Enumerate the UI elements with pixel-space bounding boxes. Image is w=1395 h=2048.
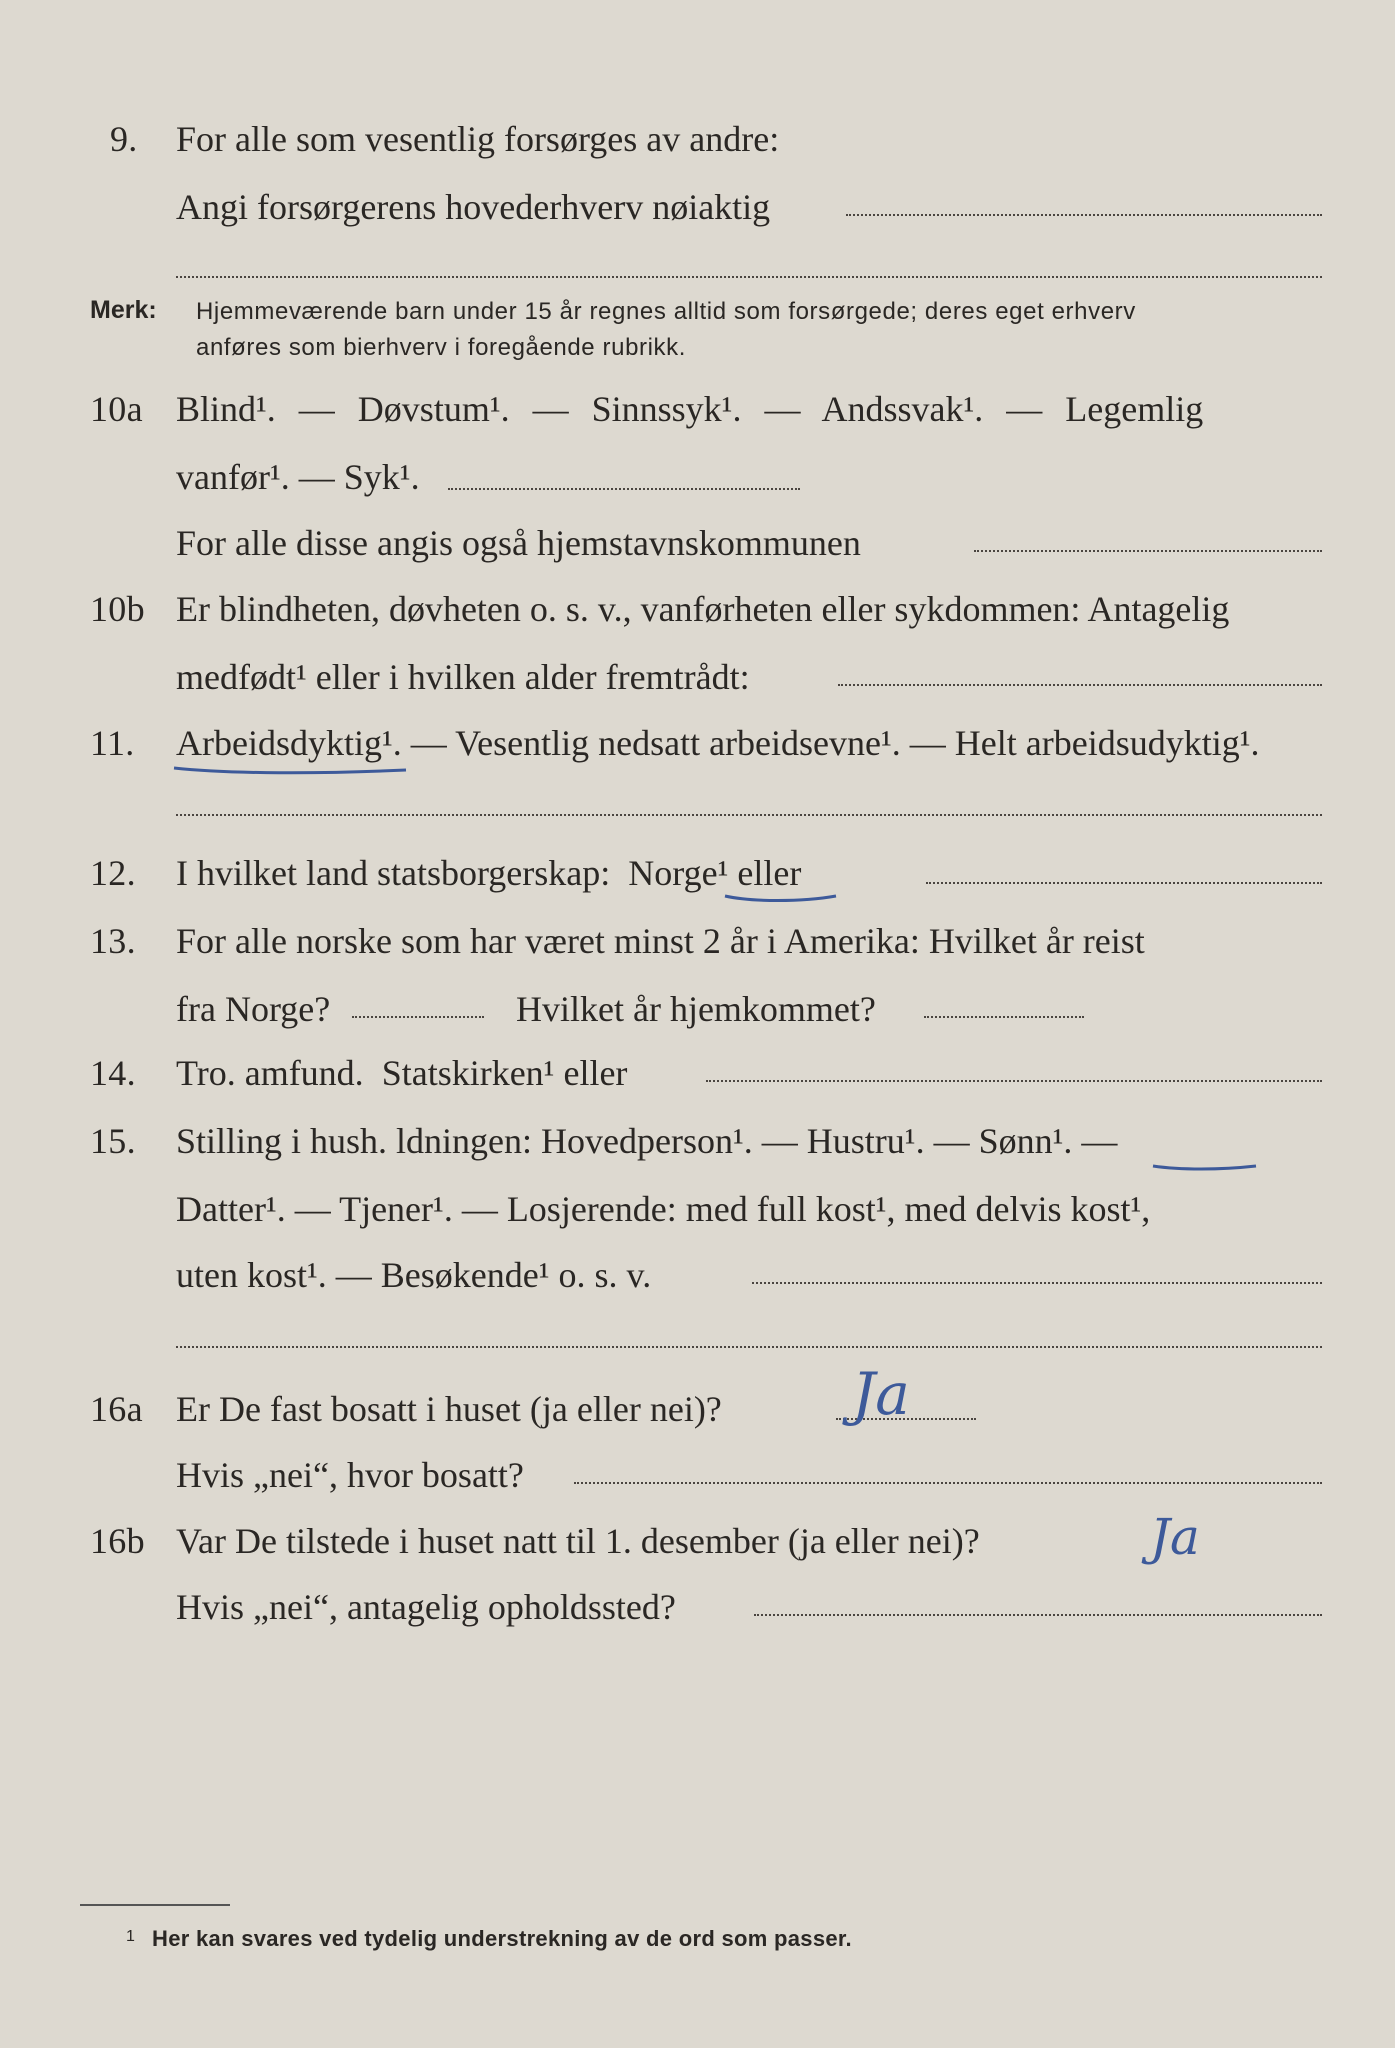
q16a-number: 16a: [90, 1389, 143, 1429]
q16a-handwritten-answer[interactable]: Ja: [852, 1360, 910, 1428]
q10a-line-2: vanfør¹. — Syk¹.: [176, 457, 420, 497]
q10a-answer-line[interactable]: [448, 488, 800, 490]
q12-pre: I hvilket land statsborgerskap:: [176, 853, 611, 893]
q15-line-2: Datter¹. — Tjener¹. — Losjerende: med full kost¹, med delvis kost¹,: [176, 1189, 1151, 1229]
q16a-where-line[interactable]: [574, 1482, 1322, 1484]
q10a-number: 10a: [90, 389, 143, 429]
q12-answer-line[interactable]: [926, 882, 1322, 884]
q11-number: 11.: [90, 723, 135, 763]
q16b-where-line[interactable]: [754, 1614, 1322, 1616]
q11-text: [176, 722, 1260, 764]
footnote-mark: 1: [126, 1928, 135, 1945]
q14-post: ¹ eller: [543, 1053, 628, 1093]
q9-sub: Angi forsørgerens hovederhverv nøiaktig: [176, 187, 771, 227]
footnote-text: Her kan svares ved tydelig understrekning av de ord som passer.: [152, 1926, 852, 1951]
q13-number: 13.: [90, 921, 136, 961]
q15-line-1b: ¹. —: [1052, 1121, 1118, 1161]
q14-number: 14.: [90, 1053, 136, 1093]
q9-number: 9.: [110, 119, 138, 159]
q9-text: For alle som vesentlig forsørges av andre:: [176, 119, 780, 159]
q16b-handwritten-answer[interactable]: Ja: [1150, 1508, 1200, 1566]
merk-label: Merk:: [90, 296, 157, 324]
q15-number: 15.: [90, 1121, 136, 1161]
q11-opt-arbeidsdyktig[interactable]: Arbeidsdyktig: [176, 723, 382, 763]
q13-line-2a: fra Norge?: [176, 989, 331, 1029]
q13-return-line[interactable]: [924, 1016, 1084, 1018]
q16b-number: 16b: [90, 1521, 145, 1561]
q11-rest: ¹. — Vesentlig nedsatt arbeidsevne¹. — Helt arbeidsudyktig¹.: [381, 723, 1260, 763]
q14-answer-line[interactable]: [706, 1080, 1322, 1082]
q10b-line-1: Er blindheten, døvheten o. s. v., vanførheten eller sykdommen: Antagelig: [176, 589, 1230, 629]
q15-line-1: [176, 1120, 1117, 1162]
q14-pre: Tro. amfund.: [176, 1053, 364, 1093]
q15-answer-line[interactable]: [752, 1282, 1322, 1284]
merk-line-2: anføres som bierhverv i foregående rubrikk.: [196, 334, 687, 361]
merk-line-1: Hjemmeværende barn under 15 år regnes alltid som forsørgede; deres eget erhverv: [196, 298, 1136, 325]
q16b-line-1: Var De tilstede i huset natt til 1. desember (ja eller nei)?: [176, 1521, 980, 1561]
q10a-line-1: Blind¹. — Døvstum¹. — Sinnssyk¹. — Andssvak¹. — Legemlig: [176, 389, 1204, 429]
q15-underline-mark: [1150, 1156, 1260, 1176]
q10b-line-2: medfødt¹ eller i hvilken alder fremtrådt:: [176, 657, 750, 697]
q13-line-2b: Hvilket år hjemkommet?: [516, 989, 876, 1029]
q13-left-line[interactable]: [352, 1016, 484, 1018]
q14-opt-statskirken[interactable]: Statskirken: [381, 1053, 544, 1093]
footnote-rule: [80, 1904, 230, 1906]
q12-opt-norge[interactable]: Norge: [628, 853, 718, 893]
q9-answer-line[interactable]: [846, 214, 1322, 216]
q10b-answer-line[interactable]: [838, 684, 1322, 686]
q16a-line-2: Hvis „nei“, hvor bosatt?: [176, 1455, 524, 1495]
q15-line-3: uten kost¹. — Besøkende¹ o. s. v.: [176, 1255, 652, 1295]
q10a-line-3: For alle disse angis også hjemstavnskommunen: [176, 523, 861, 563]
q10b-number: 10b: [90, 589, 145, 629]
q15-line-1a: Stilling i hush. ldningen: Hovedperson¹. — Hustru¹. —: [176, 1121, 970, 1161]
q12-post: ¹ eller: [717, 853, 802, 893]
q16b-line-2: Hvis „nei“, antagelig opholdssted?: [176, 1587, 676, 1627]
q15-opt-sonn[interactable]: Sønn: [978, 1121, 1053, 1161]
q12-text: [176, 852, 801, 894]
q10a-home-line[interactable]: [974, 550, 1322, 552]
q16a-line-1: Er De fast bosatt i huset (ja eller nei)?: [176, 1389, 722, 1429]
q14-text: [176, 1052, 627, 1094]
q11-answer-line[interactable]: [176, 814, 1322, 816]
q15-answer-line-2[interactable]: [176, 1346, 1322, 1348]
q13-line-1: For alle norske som har været minst 2 år i Amerika: Hvilket år reist: [176, 921, 1145, 961]
q9-answer-line-2[interactable]: [176, 276, 1322, 278]
q12-number: 12.: [90, 853, 136, 893]
